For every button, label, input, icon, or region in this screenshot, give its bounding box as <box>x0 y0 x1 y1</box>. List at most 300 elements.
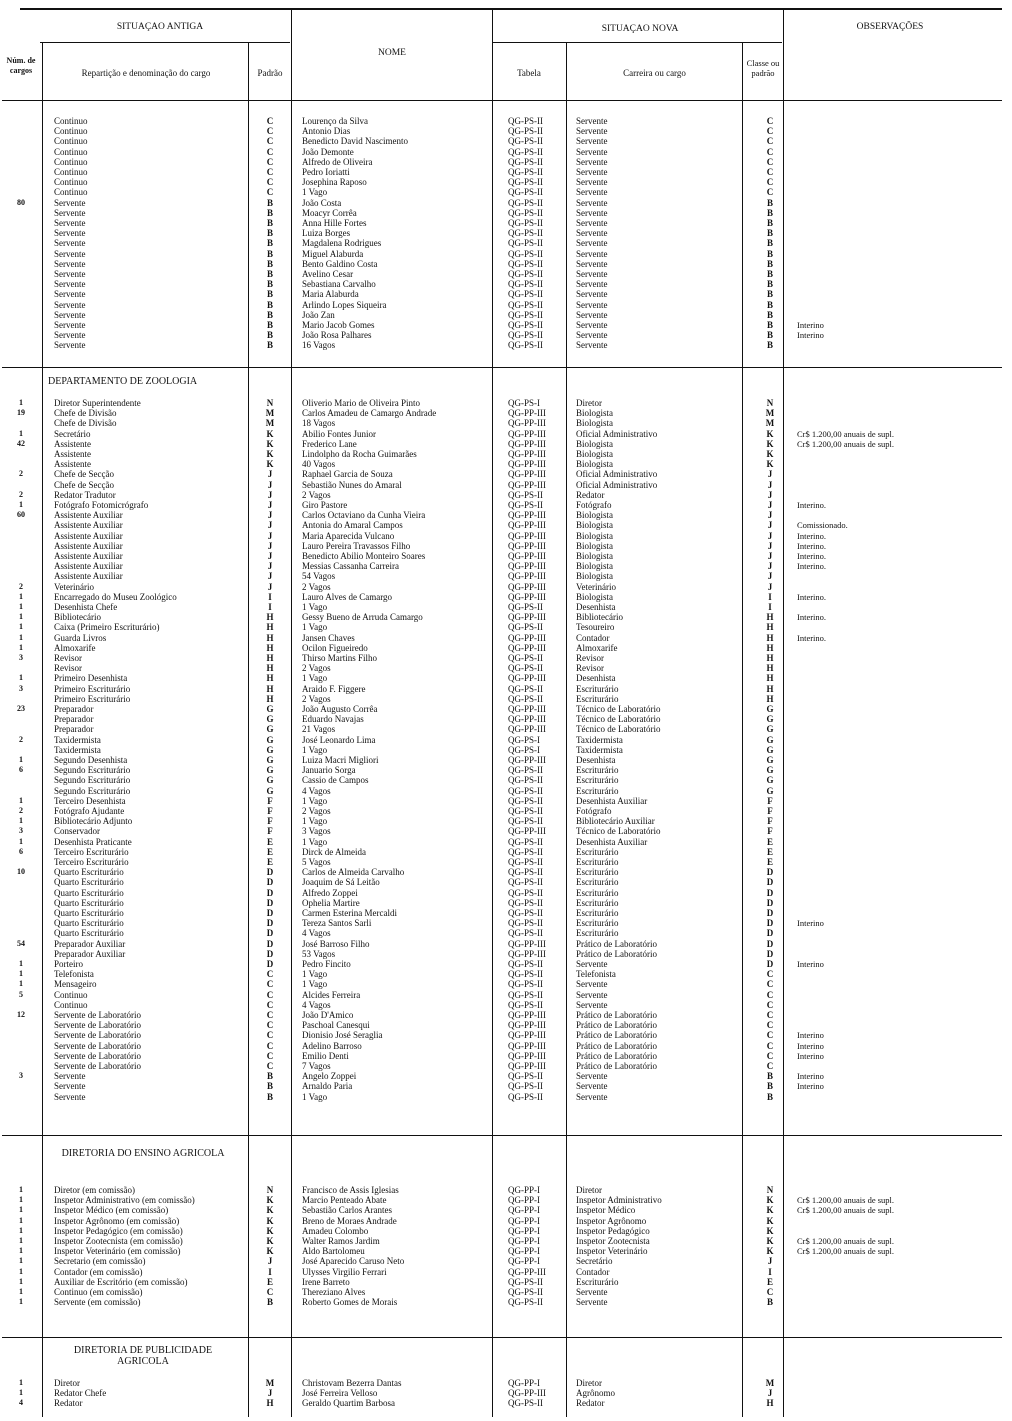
row-padrao: D <box>266 938 274 949</box>
row-padrao: F <box>267 806 273 816</box>
row-observacao: Cr$ 1.200,00 anuais de supl. <box>797 428 895 439</box>
row-cargo: Assistente Auxiliar <box>54 530 123 541</box>
row-padrao: D <box>266 867 274 878</box>
row-nome: Messias Cassanha Carreira <box>302 561 399 572</box>
row-tabela: QG-PS-II <box>508 683 543 694</box>
row-padrao: G <box>266 785 274 796</box>
row-tabela: QG-PS-I <box>508 744 541 755</box>
row-cargo: Contador (em comissão) <box>54 1266 143 1277</box>
row-padrao: B <box>266 279 273 290</box>
row-padrao: F <box>267 826 273 837</box>
row-classe: K <box>766 1225 774 1236</box>
row-padrao: D <box>266 948 274 959</box>
row-cargo: Terceiro Desenhista <box>54 795 126 806</box>
row-carreira: Escriturário <box>576 908 619 918</box>
row-padrao: C <box>266 1020 274 1031</box>
row-observacao: Interino <box>797 1040 824 1051</box>
table-row <box>0 1041 1012 1051</box>
row-nome: Mario Jacob Gomes <box>302 320 375 330</box>
row-nome: 2 Vagos <box>302 693 331 704</box>
row-cargo: Preparador Auxiliar <box>54 948 126 959</box>
row-classe: H <box>766 622 774 633</box>
row-carreira: Biologista <box>576 408 614 419</box>
row-num-cargos: 1 <box>19 622 23 632</box>
table-row <box>0 167 1012 177</box>
row-nome: Carlos Octaviano da Cunha Vieira <box>302 510 426 521</box>
row-carreira: Servente <box>576 146 608 157</box>
row-cargo: Auxiliar de Escritório (em comissão) <box>54 1276 188 1287</box>
row-classe: J <box>767 540 773 551</box>
row-num-cargos: 42 <box>17 438 25 448</box>
row-tabela: QG-PS-II <box>508 489 543 500</box>
row-num-cargos: 23 <box>17 704 25 713</box>
row-cargo: Almoxarife <box>54 642 96 653</box>
row-tabela: QG-PP-III <box>508 469 546 480</box>
row-nome: João Zan <box>302 309 335 320</box>
section-divider-rule <box>2 1337 1002 1338</box>
row-classe: M <box>765 418 775 429</box>
table-row <box>0 643 1012 653</box>
row-carreira: Escriturário <box>576 897 619 908</box>
row-classe: M <box>765 408 775 419</box>
table-row <box>0 1010 1012 1020</box>
row-nome: Magdalena Rodrigues <box>302 238 382 249</box>
row-tabela: QG-PP-III <box>508 1266 546 1277</box>
row-classe: B <box>766 1297 773 1308</box>
row-tabela: QG-PS-II <box>508 806 543 816</box>
row-padrao: J <box>267 479 273 490</box>
row-tabela: QG-PP-III <box>508 704 546 714</box>
row-classe: G <box>766 744 774 755</box>
row-padrao: D <box>266 877 274 888</box>
section-title: DIRETORIA DE PUBLICIDADE AGRICOLA <box>73 1345 213 1367</box>
row-padrao: C <box>266 187 274 198</box>
row-carreira: Servente <box>576 1071 608 1082</box>
row-padrao: C <box>266 146 274 157</box>
table-row <box>0 187 1012 197</box>
row-carreira: Biologista <box>576 520 614 531</box>
table-row <box>0 1246 1012 1256</box>
row-num-cargos: 4 <box>19 1398 23 1408</box>
row-carreira: Servente <box>576 156 608 167</box>
row-observacao: Interino. <box>797 551 827 561</box>
row-tabela: QG-PS-II <box>508 795 543 806</box>
table-row <box>0 136 1012 146</box>
row-classe: N <box>766 1185 774 1195</box>
row-classe: B <box>766 1071 773 1082</box>
row-num-cargos: 1 <box>19 1205 23 1215</box>
row-tabela: QG-PP-III <box>508 714 546 725</box>
row-carreira: Fotógrafo <box>576 500 612 510</box>
row-classe: K <box>766 1246 774 1257</box>
row-padrao: I <box>268 602 272 612</box>
header-rule-mid-right <box>492 42 782 43</box>
table-row <box>0 765 1012 775</box>
table-row <box>0 208 1012 218</box>
row-cargo: Continuo <box>54 187 88 198</box>
row-classe: J <box>767 571 773 582</box>
table-row <box>0 724 1012 734</box>
row-tabela: QG-PS-II <box>508 775 543 786</box>
row-nome: 2 Vagos <box>302 489 331 500</box>
table-row <box>0 330 1012 340</box>
row-classe: H <box>766 653 774 663</box>
row-cargo: Chefe de Secção <box>54 479 114 490</box>
row-padrao: B <box>266 1081 273 1092</box>
row-padrao: G <box>266 734 274 745</box>
row-cargo: Telefonista <box>54 969 94 980</box>
row-padrao: K <box>266 428 274 439</box>
row-carreira: Técnico de Laboratório <box>576 704 661 714</box>
row-tabela: QG-PP-III <box>508 438 546 449</box>
row-cargo: Continuo <box>54 136 88 147</box>
row-carreira: Escriturário <box>576 846 619 857</box>
row-classe: G <box>766 775 774 786</box>
row-padrao: H <box>266 663 274 674</box>
row-carreira: Servente <box>576 248 608 259</box>
row-nome: José Aparecido Caruso Neto <box>302 1256 405 1267</box>
table-row <box>0 959 1012 969</box>
table-row <box>0 561 1012 571</box>
row-classe: D <box>766 918 774 929</box>
row-padrao: G <box>266 724 274 735</box>
row-cargo: Secretário <box>54 428 91 439</box>
row-nome: Luiza Macri Migliori <box>302 755 379 765</box>
row-nome: 2 Vagos <box>302 806 331 816</box>
row-carreira: Revisor <box>576 663 604 674</box>
row-padrao: H <box>266 622 274 633</box>
row-nome: Carlos Amadeu de Camargo Andrade <box>302 408 437 419</box>
row-classe: B <box>766 258 773 269</box>
row-cargo: Servente <box>54 320 86 330</box>
row-nome: Bento Galdino Costa <box>302 258 378 269</box>
table-row <box>0 269 1012 279</box>
row-padrao: D <box>266 908 274 918</box>
row-num-cargos: 1 <box>19 969 23 979</box>
row-tabela: QG-PS-II <box>508 248 543 259</box>
row-tabela: QG-PS-II <box>508 258 543 269</box>
table-row <box>0 1092 1012 1102</box>
row-carreira: Prático de Laboratório <box>576 1040 657 1051</box>
row-nome: 3 Vagos <box>302 826 331 837</box>
row-cargo: Servente de Laboratório <box>54 1050 141 1061</box>
row-cargo: Servente <box>54 269 86 279</box>
row-padrao: E <box>266 836 273 847</box>
row-classe: D <box>766 948 774 959</box>
row-num-cargos: 1 <box>19 1388 23 1398</box>
row-carreira: Biologista <box>576 510 614 521</box>
table-row <box>0 490 1012 500</box>
row-padrao: G <box>266 714 274 725</box>
row-num-cargos: 1 <box>19 816 23 826</box>
row-carreira: Escriturário <box>576 1276 619 1287</box>
row-padrao: K <box>266 1246 274 1257</box>
row-num-cargos: 1 <box>19 1246 23 1256</box>
row-cargo: Fotógrafo Ajudante <box>54 806 125 816</box>
row-carreira: Escriturário <box>576 887 619 898</box>
row-cargo: Primeiro Escriturário <box>54 693 131 704</box>
row-tabela: QG-PP-III <box>508 612 546 623</box>
row-padrao: B <box>266 228 273 239</box>
row-observacao: Interino. <box>797 561 827 572</box>
row-nome: Arnaldo Paria <box>302 1081 353 1092</box>
row-classe: C <box>766 167 774 177</box>
row-tabela: QG-PS-II <box>508 228 543 239</box>
row-classe: C <box>766 187 774 198</box>
row-carreira: Servente <box>576 136 608 147</box>
row-carreira: Contador <box>576 632 610 643</box>
row-cargo: Revisor <box>54 653 82 663</box>
row-cargo: Assistente Auxiliar <box>54 510 123 521</box>
row-classe: K <box>766 428 774 439</box>
row-nome: 1 Vago <box>302 602 328 612</box>
row-num-cargos: 6 <box>19 765 23 775</box>
row-nome: Adelino Barroso <box>302 1040 362 1051</box>
row-tabela: QG-PP-III <box>508 459 546 470</box>
table-row <box>0 602 1012 612</box>
row-tabela: QG-PS-II <box>508 836 543 847</box>
row-cargo: Servente <box>54 197 86 208</box>
table-row <box>0 826 1012 836</box>
row-num-cargos: 1 <box>19 500 23 509</box>
row-classe: E <box>766 1276 773 1287</box>
row-num-cargos: 12 <box>17 1010 25 1019</box>
row-classe: C <box>766 1287 774 1297</box>
row-carreira: Desenhista Auxiliar <box>576 795 648 806</box>
row-padrao: B <box>266 197 273 208</box>
table-row <box>0 429 1012 439</box>
row-carreira: Escriturário <box>576 918 619 929</box>
row-tabela: QG-PS-II <box>508 663 543 674</box>
row-nome: Jansen Chaves <box>302 632 355 643</box>
row-nome: 1 Vago <box>302 795 328 806</box>
row-carreira: Almoxarife <box>576 642 618 653</box>
table-row <box>0 979 1012 989</box>
row-cargo: Encarregado do Museu Zoológico <box>54 591 177 602</box>
row-nome: João Demonte <box>302 146 354 157</box>
table-row <box>0 796 1012 806</box>
row-tabela: QG-PS-II <box>508 269 543 279</box>
header-padrao: Padrão <box>257 68 283 78</box>
row-tabela: QG-PP-III <box>508 449 546 459</box>
table-row <box>0 857 1012 867</box>
row-carreira: Servente <box>576 126 608 137</box>
row-carreira: Servente <box>576 320 608 330</box>
row-cargo: Servente <box>54 238 86 249</box>
row-carreira: Bibliotecário <box>576 612 623 623</box>
row-carreira: Desenhista Auxiliar <box>576 836 648 847</box>
table-row <box>0 775 1012 785</box>
row-nome: 4 Vagos <box>302 999 331 1010</box>
row-cargo: Servente <box>54 299 86 310</box>
row-cargo: Preparador <box>54 714 94 725</box>
row-num-cargos: 1 <box>19 795 23 805</box>
row-classe: C <box>766 979 774 990</box>
row-carreira: Biologista <box>576 530 614 541</box>
table-row <box>0 198 1012 208</box>
row-padrao: C <box>266 969 274 980</box>
row-num-cargos: 2 <box>19 581 23 591</box>
row-classe: F <box>767 816 773 827</box>
row-cargo: Continuo <box>54 167 88 177</box>
row-num-cargos: 1 <box>19 1236 23 1245</box>
row-nome: 21 Vagos <box>302 724 336 735</box>
row-classe: N <box>766 398 774 408</box>
row-num-cargos: 54 <box>17 938 25 948</box>
row-num-cargos: 1 <box>19 673 23 683</box>
row-cargo: Continuo (em comissão) <box>54 1287 143 1297</box>
row-carreira: Servente <box>576 989 608 1000</box>
table-row <box>0 439 1012 449</box>
row-classe: B <box>766 320 773 330</box>
row-classe: G <box>766 714 774 725</box>
row-carreira: Técnico de Laboratório <box>576 714 661 725</box>
row-cargo: Quarto Escriturário <box>54 877 124 888</box>
row-carreira: Oficial Administrativo <box>576 428 658 439</box>
row-carreira: Diretor <box>576 1185 602 1195</box>
row-tabela: QG-PP-III <box>508 561 546 572</box>
row-observacao: Interino. <box>797 591 827 602</box>
row-padrao: B <box>266 1091 273 1102</box>
row-cargo: Continuo <box>54 999 88 1010</box>
row-classe: G <box>766 704 774 714</box>
row-padrao: N <box>266 398 274 408</box>
row-padrao: K <box>266 1195 274 1206</box>
row-nome: Tereza Santos Sarli <box>302 918 372 929</box>
row-carreira: Escriturário <box>576 867 619 878</box>
row-tabela: QG-PS-II <box>508 197 543 208</box>
row-tabela: QG-PS-II <box>508 622 543 633</box>
row-classe: C <box>766 177 774 188</box>
table-row <box>0 116 1012 126</box>
row-nome: Alcides Ferreira <box>302 989 361 1000</box>
row-tabela: QG-PS-II <box>508 146 543 157</box>
row-classe: I <box>768 602 772 612</box>
table-row <box>0 126 1012 136</box>
row-classe: F <box>767 826 773 837</box>
row-tabela: QG-PS-II <box>508 279 543 290</box>
row-carreira: Contador <box>576 1266 610 1277</box>
row-padrao: K <box>266 1205 274 1216</box>
row-cargo: Assistente Auxiliar <box>54 561 123 572</box>
row-num-cargos: 1 <box>19 591 23 601</box>
row-padrao: D <box>266 918 274 929</box>
row-carreira: Biologista <box>576 561 614 572</box>
row-tabela: QG-PP-III <box>508 1020 546 1031</box>
row-num-cargos: 1 <box>19 602 23 611</box>
row-carreira: Biologista <box>576 551 614 561</box>
row-padrao: J <box>267 1388 273 1399</box>
row-nome: 1 Vago <box>302 744 328 755</box>
row-num-cargos: 1 <box>19 1378 23 1387</box>
row-classe: D <box>766 938 774 949</box>
row-padrao: B <box>266 207 273 218</box>
table-row <box>0 279 1012 289</box>
row-tabela: QG-PS-II <box>508 877 543 888</box>
row-nome: Maria Alaburda <box>302 289 359 300</box>
row-tabela: QG-PS-II <box>508 785 543 796</box>
row-tabela: QG-PP-III <box>508 551 546 561</box>
table-row <box>0 500 1012 510</box>
row-classe: B <box>766 238 773 249</box>
row-padrao: C <box>266 1287 274 1297</box>
table-row <box>0 320 1012 330</box>
row-cargo: Assistente Auxiliar <box>54 540 123 551</box>
row-nome: Carlos de Almeida Carvalho <box>302 867 405 878</box>
row-cargo: Inspetor Pedagógico (em comissão) <box>54 1225 183 1236</box>
row-observacao: Interino. <box>797 530 827 541</box>
row-carreira: Servente <box>576 197 608 208</box>
row-cargo: Desenhista Chefe <box>54 602 118 612</box>
row-num-cargos: 1 <box>19 755 23 764</box>
row-carreira: Técnico de Laboratório <box>576 724 661 735</box>
row-padrao: H <box>266 1398 274 1409</box>
row-padrao: J <box>267 489 273 500</box>
row-tabela: QG-PP-III <box>508 1061 546 1071</box>
table-row <box>0 1030 1012 1040</box>
row-classe: J <box>767 561 773 572</box>
row-nome: Lindolpho da Rocha Guimarães <box>302 449 417 459</box>
row-carreira: Servente <box>576 228 608 239</box>
row-tabela: QG-PS-II <box>508 187 543 198</box>
row-nome: Walter Ramos Jardim <box>302 1236 380 1246</box>
row-cargo: Inspetor Administrativo (em comissão) <box>54 1195 195 1206</box>
row-tabela: QG-PP-I <box>508 1378 541 1388</box>
table-row <box>0 755 1012 765</box>
table-row <box>0 418 1012 428</box>
row-tabela: QG-PS-II <box>508 1398 543 1409</box>
row-tabela: QG-PP-III <box>508 540 546 551</box>
row-classe: J <box>767 510 773 521</box>
row-carreira: Fotógrafo <box>576 806 612 816</box>
table-row <box>0 1378 1012 1388</box>
table-row <box>0 918 1012 928</box>
row-tabela: QG-PS-II <box>508 857 543 867</box>
row-num-cargos: 1 <box>19 959 23 968</box>
row-nome: Benedicto David Nascimento <box>302 136 408 147</box>
row-padrao: B <box>266 320 273 330</box>
row-carreira: Desenhista <box>576 755 616 765</box>
row-cargo: Guarda Livros <box>54 632 107 643</box>
header-bottom-rule <box>2 100 1002 101</box>
row-classe: H <box>766 693 774 704</box>
row-carreira: Prático de Laboratório <box>576 948 657 959</box>
row-carreira: Biologista <box>576 438 614 449</box>
row-padrao: J <box>267 561 273 572</box>
row-num-cargos: 1 <box>19 398 23 407</box>
row-nome: 1 Vago <box>302 836 328 847</box>
row-padrao: D <box>266 959 274 969</box>
table-row <box>0 1000 1012 1010</box>
row-cargo: Quarto Escriturário <box>54 908 124 918</box>
table-row <box>0 398 1012 408</box>
row-padrao: B <box>266 258 273 269</box>
row-carreira: Prático de Laboratório <box>576 1020 657 1031</box>
row-padrao: M <box>265 418 275 429</box>
row-classe: D <box>766 959 774 969</box>
row-nome: Francisco de Assis Iglesias <box>302 1185 399 1195</box>
row-cargo: Servente de Laboratório <box>54 1040 141 1051</box>
row-observacao: Interino <box>797 918 824 929</box>
row-carreira: Biologista <box>576 418 614 429</box>
row-carreira: Servente <box>576 218 608 228</box>
row-cargo: Assistente <box>54 449 91 459</box>
row-cargo: Taxidermista <box>54 744 101 755</box>
row-carreira: Escriturário <box>576 683 619 694</box>
row-cargo: Servente <box>54 289 86 300</box>
row-padrao: J <box>267 510 273 521</box>
row-padrao: K <box>266 1215 274 1226</box>
